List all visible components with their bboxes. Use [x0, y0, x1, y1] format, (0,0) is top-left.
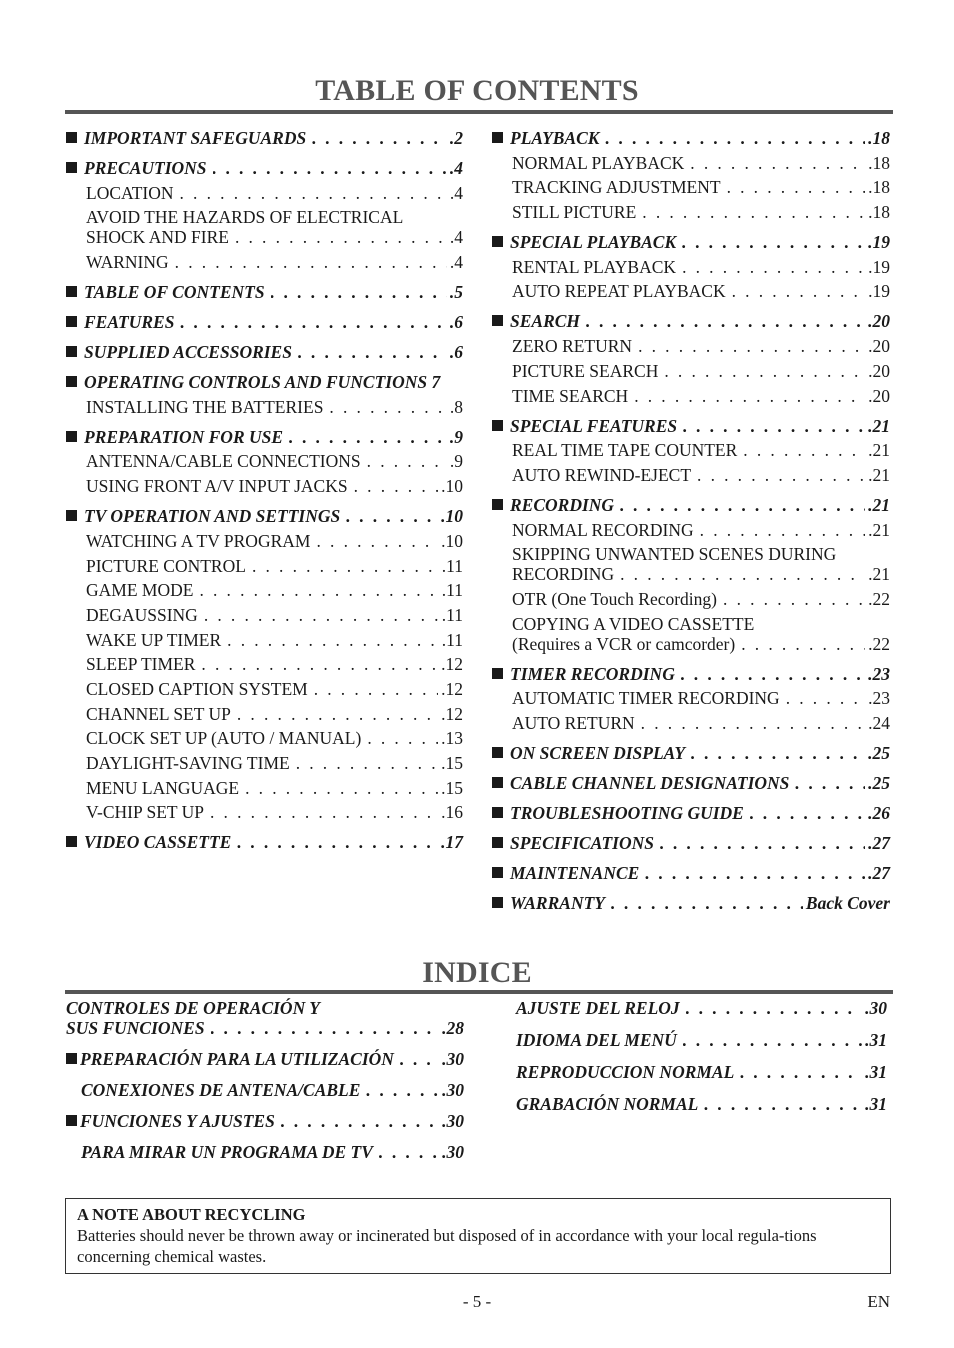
dot-leader	[683, 1030, 862, 1050]
dot-leader	[638, 336, 865, 356]
entry-page: .12	[441, 654, 463, 675]
entry-page: .28	[442, 1018, 464, 1038]
recycling-note	[65, 1198, 891, 1274]
entry-title: PICTURE CONTROL	[86, 555, 246, 576]
entry-title: IDIOMA DEL MENÚ	[516, 1030, 677, 1050]
entry-page: .18	[868, 202, 890, 223]
dot-leader	[213, 158, 447, 178]
dot-leader	[367, 728, 438, 748]
indice-left-column	[66, 998, 464, 1162]
bullet-square-icon	[492, 807, 503, 818]
dot-leader	[642, 202, 865, 222]
entry-title: MAINTENANCE	[510, 863, 640, 883]
page-number: - 5 -	[462, 1292, 492, 1311]
entry-page: .20	[868, 385, 890, 406]
dot-leader	[281, 1111, 439, 1131]
entry-title: AJUSTE DEL RELOJ	[516, 998, 680, 1018]
toc-entry	[492, 232, 890, 252]
entry-title: AUTOMATIC TIMER RECORDING	[512, 688, 780, 709]
toc-entry	[66, 556, 463, 576]
entry-page: .10	[441, 506, 463, 527]
dot-leader	[690, 153, 865, 173]
dot-leader	[681, 664, 865, 684]
toc-entry	[492, 416, 890, 436]
toc-entry	[66, 580, 463, 600]
bullet-square-icon	[492, 668, 503, 679]
dot-leader	[180, 183, 447, 203]
entry-title: GAME MODE	[86, 580, 194, 601]
dot-leader	[367, 451, 447, 471]
dot-leader	[237, 832, 438, 852]
entry-page: .4	[449, 252, 463, 273]
entry-title: (Requires a VCR or camcorder)	[512, 633, 736, 654]
entry-title: TIMER RECORDING	[510, 663, 675, 684]
entry-title: CLOCK SET UP (AUTO / MANUAL)	[86, 728, 362, 749]
bullet-square-icon	[66, 132, 77, 143]
entry-title: TROUBLESHOOTING GUIDE	[510, 803, 744, 823]
dot-leader	[379, 1142, 439, 1162]
entry-page: .27	[868, 863, 890, 883]
dot-leader	[245, 778, 438, 798]
toc-entry	[66, 728, 463, 748]
entry-title: SLEEP TIMER	[86, 654, 196, 675]
toc-entry	[492, 833, 890, 853]
toc-entry	[66, 998, 464, 1038]
toc-entry	[516, 1062, 887, 1082]
toc-entry	[516, 1030, 887, 1050]
entry-title: AUTO RETURN	[512, 713, 635, 733]
toc-entry	[66, 451, 463, 471]
toc-entry	[66, 427, 463, 447]
dot-leader	[740, 1062, 862, 1082]
entry-title: OTR (One Touch Recording)	[512, 588, 718, 609]
entry-title: RECORDING	[512, 564, 615, 585]
bullet-square-icon	[492, 132, 503, 143]
entry-title: WARNING	[86, 252, 169, 273]
toc-entry	[492, 863, 890, 883]
bullet-square-icon	[66, 346, 77, 357]
entry-page: .11	[441, 604, 463, 625]
bullet-square-icon	[66, 286, 77, 297]
entry-title: SUPPLIED ACCESSORIES	[84, 342, 292, 363]
entry-title-line1: AVOID THE HAZARDS OF ELECTRICAL	[86, 207, 404, 228]
dot-leader	[641, 713, 865, 733]
dot-leader	[620, 564, 865, 584]
dot-leader	[346, 506, 438, 526]
dot-leader	[605, 128, 865, 148]
bullet-square-icon	[66, 431, 77, 442]
dot-leader	[316, 531, 438, 551]
entry-page: .21	[868, 519, 890, 540]
bullet-square-icon	[66, 510, 77, 521]
dot-leader	[329, 397, 446, 417]
dot-leader	[296, 753, 438, 773]
toc-entry	[66, 128, 463, 148]
dot-leader	[400, 1049, 439, 1069]
dot-leader	[204, 605, 439, 625]
entry-title: REAL TIME TAPE COUNTER	[512, 440, 738, 461]
toc-entry	[492, 495, 890, 515]
entry-page: .17	[441, 832, 463, 853]
entry-title: ANTENNA/CABLE CONNECTIONS	[86, 451, 361, 472]
entry-page: .20	[868, 311, 890, 332]
toc-entry	[66, 753, 463, 773]
dot-leader	[235, 227, 447, 247]
entry-title: RENTAL PLAYBACK	[512, 256, 677, 277]
dot-leader	[664, 361, 865, 381]
dot-leader	[732, 281, 866, 301]
entry-page: .23	[868, 688, 890, 709]
entry-page: .22	[868, 633, 890, 654]
toc-entry	[492, 688, 890, 708]
toc-entry	[492, 520, 890, 540]
entry-page: .27	[868, 833, 890, 853]
toc-entry	[492, 128, 890, 148]
bullet-square-icon	[492, 236, 503, 247]
toc-entry	[492, 440, 890, 460]
entry-title: VIDEO CASSETTE	[84, 832, 232, 853]
entry-title: FUNCIONES Y AJUSTES	[80, 1111, 275, 1131]
dot-leader	[634, 386, 865, 406]
entry-page: .13	[441, 728, 463, 749]
toc-entry	[66, 630, 463, 650]
bullet-square-icon	[492, 897, 503, 908]
entry-page: .10	[441, 530, 463, 551]
dot-leader	[237, 704, 438, 724]
entry-title: CABLE CHANNEL DESIGNATIONS	[510, 773, 790, 793]
entry-title-line1: SKIPPING UNWANTED SCENES DURING	[512, 544, 837, 565]
entry-title-line1: COPYING A VIDEO CASSETTE	[512, 613, 755, 634]
entry-title: PREPARACIÓN PARA LA UTILIZACIÓN	[80, 1049, 394, 1069]
toc-entry	[492, 614, 890, 654]
entry-page: .4	[449, 227, 463, 248]
toc-entry	[492, 153, 890, 173]
dot-leader	[175, 252, 447, 272]
dot-leader	[704, 1094, 862, 1114]
dot-leader	[180, 312, 446, 332]
toc-entry	[66, 158, 463, 178]
dot-leader	[289, 427, 447, 447]
toc-entry	[66, 476, 463, 496]
entry-title: TABLE OF CONTENTS	[84, 282, 265, 303]
dot-leader	[210, 802, 438, 822]
entry-title: CONEXIONES DE ANTENA/CABLE	[81, 1080, 361, 1100]
toc-entry	[492, 361, 890, 381]
dot-leader	[298, 342, 447, 362]
entry-page: .30	[865, 998, 887, 1018]
entry-page: .23	[868, 663, 890, 684]
entry-page: .21	[868, 494, 890, 515]
toc-entry	[492, 177, 890, 197]
entry-title: GRABACIÓN NORMAL	[516, 1094, 699, 1114]
toc-entry	[516, 998, 887, 1018]
entry-title: AUTO REWIND-EJECT	[512, 464, 692, 485]
entry-title: CHANNEL SET UP	[86, 703, 231, 724]
entry-page: .5	[449, 282, 463, 303]
entry-page: .30	[442, 1080, 464, 1100]
entry-page: .24	[868, 713, 890, 733]
toc-entry	[66, 802, 463, 822]
toc-entry	[66, 654, 463, 674]
indice-right-column	[516, 998, 887, 1114]
dot-leader	[271, 282, 447, 302]
toc-entry	[66, 183, 463, 203]
dot-leader	[586, 311, 865, 331]
entry-page: .19	[868, 256, 890, 277]
toc-entry	[492, 465, 890, 485]
entry-page: .9	[449, 426, 463, 447]
entry-title: DAYLIGHT-SAVING TIME	[86, 753, 290, 773]
toc-entry	[492, 773, 890, 793]
entry-page: .21	[868, 440, 890, 461]
entry-title: SEARCH	[510, 311, 581, 332]
bullet-square-icon	[492, 315, 503, 326]
entry-page: .16	[441, 802, 463, 823]
dot-leader	[683, 416, 865, 436]
toc-entry	[492, 257, 890, 277]
entry-title: WAKE UP TIMER	[86, 629, 222, 650]
entry-title: SPECIAL FEATURES	[510, 415, 678, 436]
toc-entry	[492, 386, 890, 406]
entry-page: .10	[441, 476, 463, 497]
dot-leader	[211, 1018, 440, 1038]
entry-title: STILL PICTURE	[512, 202, 637, 223]
entry-page: .11	[441, 580, 463, 601]
indice-rule	[65, 990, 893, 994]
recycling-note-body: Batteries should never be thrown away or incinerated but disposed of in accordance with your local regula-tions concerning chemical wastes.	[77, 1226, 817, 1266]
bullet-square-icon	[492, 867, 503, 878]
entry-page: .11	[441, 555, 463, 576]
bullet-square-icon	[66, 1053, 77, 1064]
bullet-square-icon	[492, 837, 503, 848]
dot-leader	[750, 803, 865, 823]
bullet-square-icon	[492, 499, 503, 510]
entry-title: NORMAL PLAYBACK	[512, 152, 685, 173]
toc-entry	[492, 202, 890, 222]
entry-page: .31	[865, 1030, 887, 1050]
toc-entry	[492, 544, 890, 584]
entry-title: WARRANTY	[510, 893, 605, 913]
entry-page: .19	[868, 281, 890, 302]
toc-entry	[66, 312, 463, 332]
toc-rule	[65, 110, 893, 114]
dot-leader	[700, 520, 865, 540]
entry-page: .26	[868, 803, 890, 823]
toc-entry	[66, 207, 463, 247]
entry-title: PLAYBACK	[510, 128, 600, 148]
entry-title: ON SCREEN DISPLAY	[510, 743, 686, 763]
toc-entry	[66, 605, 463, 625]
entry-page: .15	[441, 777, 463, 798]
toc-entry	[492, 336, 890, 356]
dot-leader	[743, 440, 865, 460]
bullet-square-icon	[66, 316, 77, 327]
entry-title: PRECAUTIONS	[84, 158, 207, 178]
entry-page: .22	[868, 588, 890, 609]
dot-leader	[727, 177, 866, 197]
entry-page: .21	[868, 415, 890, 436]
bullet-square-icon	[492, 747, 503, 758]
entry-page: .21	[868, 464, 890, 485]
toc-entry	[66, 342, 463, 362]
dot-leader	[686, 998, 862, 1018]
entry-page: .31	[865, 1094, 887, 1114]
toc-entry	[66, 778, 463, 798]
dot-leader	[723, 589, 865, 609]
dot-leader	[691, 743, 865, 763]
entry-page: .6	[449, 342, 463, 363]
toc-entry	[66, 704, 463, 724]
entry-title: LOCATION	[86, 182, 174, 203]
entry-page: .18	[868, 128, 890, 148]
toc-entry	[66, 531, 463, 551]
dot-leader	[682, 257, 865, 277]
entry-title: USING FRONT A/V INPUT JACKS	[86, 476, 348, 497]
entry-page: .31	[865, 1062, 887, 1082]
bullet-square-icon	[66, 162, 77, 173]
entry-page: .6	[449, 312, 463, 333]
entry-title: FEATURES	[84, 312, 175, 333]
toc-title: TABLE OF CONTENTS	[315, 74, 639, 107]
entry-title: SPECIAL PLAYBACK	[510, 232, 677, 253]
entry-title: WATCHING A TV PROGRAM	[86, 530, 311, 551]
toc-entry	[66, 506, 463, 526]
toc-entry	[492, 713, 890, 733]
entry-title: IMPORTANT SAFEGUARDS	[84, 128, 307, 148]
toc-entry	[66, 1049, 464, 1069]
dot-leader	[201, 654, 438, 674]
entry-title: TV OPERATION AND SETTINGS	[84, 506, 341, 527]
bullet-square-icon	[66, 376, 77, 387]
toc-right-column	[492, 128, 890, 913]
entry-page: .25	[868, 743, 890, 763]
entry-title-line1: CONTROLES DE OPERACIÓN Y	[66, 998, 320, 1018]
bullet-square-icon	[492, 777, 503, 788]
entry-page: .20	[868, 360, 890, 381]
recycling-note-title: A NOTE ABOUT RECYCLING	[77, 1205, 306, 1224]
toc-entry	[66, 397, 463, 417]
dot-leader	[312, 128, 447, 148]
entry-title: NORMAL RECORDING	[512, 519, 694, 540]
dot-leader	[660, 833, 865, 853]
entry-title: SUS FUNCIONES	[66, 1018, 205, 1038]
dot-leader	[611, 893, 803, 913]
bullet-square-icon	[492, 420, 503, 431]
toc-entry	[492, 311, 890, 331]
entry-page: .12	[441, 678, 463, 699]
dot-leader	[682, 232, 865, 252]
entry-page: .12	[441, 703, 463, 724]
entry-title: PARA MIRAR UN PROGRAMA DE TV	[81, 1142, 373, 1162]
dot-leader	[697, 465, 865, 485]
dot-leader	[314, 679, 438, 699]
toc-entry	[66, 1111, 464, 1131]
toc-entry	[66, 832, 463, 852]
toc-entry	[66, 679, 463, 699]
toc-left-column	[66, 128, 463, 852]
entry-title: INSTALLING THE BATTERIES	[86, 396, 324, 417]
toc-entry	[492, 893, 890, 913]
entry-page: Back Cover	[805, 893, 890, 913]
entry-title: V-CHIP SET UP	[86, 802, 204, 823]
dot-leader	[741, 634, 865, 654]
toc-entry	[492, 281, 890, 301]
indice-title: INDICE	[422, 956, 532, 989]
entry-title: OPERATING CONTROLS AND FUNCTIONS 7	[84, 372, 441, 393]
toc-entry	[66, 252, 463, 272]
toc-entry	[66, 1142, 464, 1162]
entry-page: .18	[868, 152, 890, 173]
entry-page: .11	[441, 629, 463, 650]
toc-entry	[66, 372, 463, 392]
bullet-square-icon	[66, 1115, 77, 1126]
entry-page: .25	[868, 773, 890, 793]
entry-title: PREPARATION FOR USE	[84, 426, 284, 447]
dot-leader	[786, 688, 865, 708]
dot-leader	[199, 580, 438, 600]
dot-leader	[227, 630, 439, 650]
entry-page: .21	[868, 564, 890, 585]
toc-entry	[492, 743, 890, 763]
entry-page: .19	[868, 232, 890, 253]
dot-leader	[252, 556, 439, 576]
toc-entry	[516, 1094, 887, 1114]
entry-page: .20	[868, 336, 890, 357]
entry-title: MENU LANGUAGE	[86, 777, 240, 798]
entry-page: .30	[442, 1142, 464, 1162]
entry-title: SHOCK AND FIRE	[86, 227, 229, 248]
entry-title: TIME SEARCH	[512, 385, 629, 406]
toc-entry	[66, 282, 463, 302]
entry-title: TRACKING ADJUSTMENT	[512, 177, 721, 198]
entry-page: .15	[441, 753, 463, 773]
entry-page: .4	[449, 158, 463, 178]
entry-page: .9	[449, 451, 463, 472]
toc-entry	[492, 803, 890, 823]
entry-title: RECORDING	[510, 494, 615, 515]
entry-page: .2	[449, 128, 463, 148]
entry-title: CLOSED CAPTION SYSTEM	[86, 678, 308, 699]
entry-title: SPECIFICATIONS	[510, 833, 654, 853]
entry-title: DEGAUSSING	[86, 604, 198, 625]
entry-title: AUTO REPEAT PLAYBACK	[512, 281, 726, 302]
toc-entry	[492, 664, 890, 684]
entry-page: .18	[868, 177, 890, 198]
entry-page: .30	[442, 1049, 464, 1069]
entry-title: PICTURE SEARCH	[512, 360, 659, 381]
language-code: EN	[867, 1292, 890, 1311]
entry-page: .30	[442, 1111, 464, 1131]
entry-title: ZERO RETURN	[512, 336, 633, 357]
dot-leader	[795, 773, 865, 793]
bullet-square-icon	[66, 836, 77, 847]
dot-leader	[366, 1080, 439, 1100]
entry-page: .8	[449, 396, 463, 417]
dot-leader	[645, 863, 865, 883]
dot-leader	[354, 476, 439, 496]
dot-leader	[620, 495, 865, 515]
entry-page: .4	[449, 182, 463, 203]
toc-entry	[66, 1080, 464, 1100]
entry-title: REPRODUCCION NORMAL	[516, 1062, 735, 1082]
toc-entry	[492, 589, 890, 609]
